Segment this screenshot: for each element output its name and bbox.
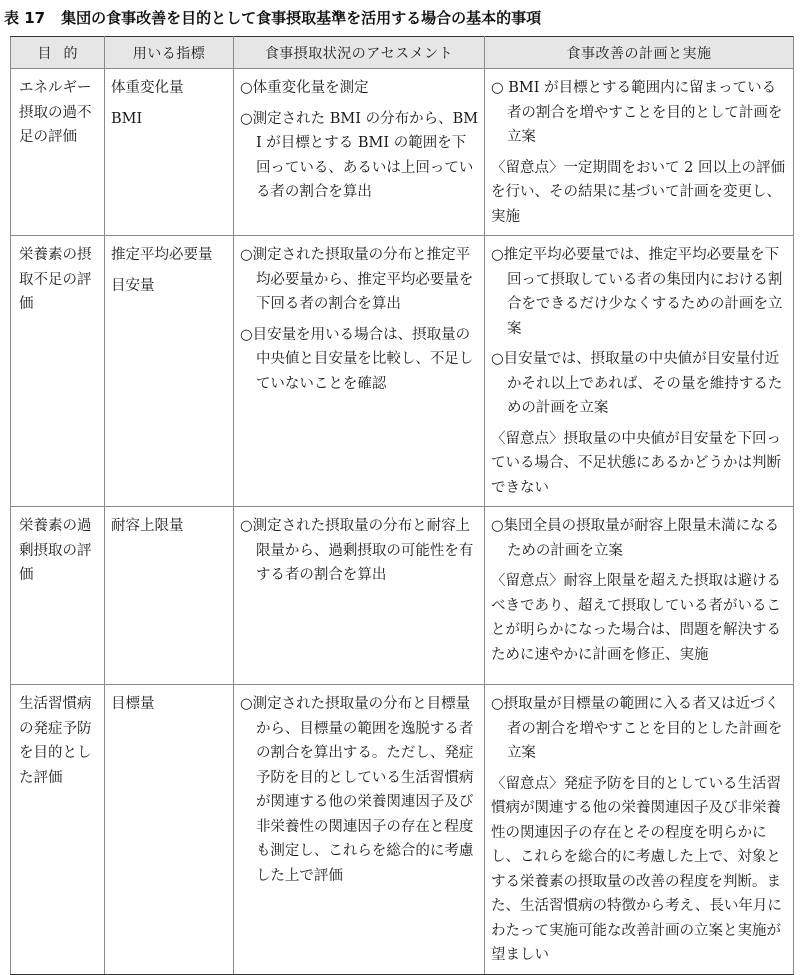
assessment-item: ○測定された BMI の分布から、BMI が目標とする BMI の範囲を下回っている、あるいは上回っている者の割合を算出: [240, 110, 479, 200]
indicator: 耐容上限量: [111, 518, 184, 534]
assessment-item: ○測定された摂取量の分布と推定平均必要量から、推定平均必要量を下回る者の割合を算出: [240, 247, 474, 312]
indicator: 体重変化量: [111, 80, 184, 96]
table-title: [4, 6, 794, 30]
plan-cell: [485, 507, 794, 685]
indicator-cell: [105, 685, 234, 975]
assessment-cell: [234, 507, 485, 685]
assessment-cell: [234, 236, 485, 507]
purpose-cell: 生活習慣病の発症予防を目的とした評価: [11, 685, 105, 975]
table-header-row: [11, 37, 794, 69]
plan-item: ○目安量では、摂取量の中央値が目安量付近かそれ以上であれば、その量を維持するための計画を立案: [491, 351, 783, 416]
plan-cell: [485, 69, 794, 236]
plan-note: 〈留意点〉摂取量の中央値が目安量を下回っている場合、不足状態にあるかどうかは判断できない: [491, 430, 781, 496]
table-row-energy: [11, 69, 794, 236]
header-plan: 食事改善の計画と実施: [485, 37, 794, 69]
assessment-item: ○目安量を用いる場合は、摂取量の中央値と目安量を比較し、不足していないことを確認: [240, 326, 474, 392]
header-purpose: 目的: [11, 37, 105, 69]
guidelines-table: [10, 36, 794, 975]
assessment-cell: [234, 685, 485, 975]
plan-cell: [485, 685, 794, 975]
plan-item: ○ BMI が目標とする範囲内に留まっている者の割合を増やすことを目的として計画を立案: [491, 80, 783, 145]
table-row-excess: [11, 507, 794, 685]
purpose-cell: 栄養素の過剰摂取の評価: [11, 507, 105, 685]
header-indicator: 用いる指標: [105, 37, 234, 69]
plan-note: 〈留意点〉発症予防を目的としている生活習慣病が関連する他の栄養関連因子及び非栄養性の関連因子の存在とその程度を明らかにし、これらを総合的に考慮した上で、対象とする栄養素の摂取量の改善の程度を判断。また、生活習慣病の特徴から考え、長い年月にわたって実施可能な改善計画の立案と実施が望ましい: [491, 775, 782, 963]
assessment-item: ○測定された摂取量の分布と耐容上限量から、過剰摂取の可能性を有する者の割合を算出: [240, 518, 474, 583]
header-assessment: 食事摂取状況のアセスメント: [234, 37, 485, 69]
assessment-cell: [234, 69, 485, 236]
assessment-item: ○測定された摂取量の分布と目標量から、目標量の範囲を逸脱する者の割合を算出する。ただし、発症予防を目的としている生活習慣病が関連する他の栄養関連因子及び非栄養性の関連因子の存在と程度も測定し、これらを総合的に考慮した上で評価: [240, 696, 474, 884]
indicator: 目標量: [111, 696, 155, 712]
table-number: 表 17: [4, 9, 46, 27]
indicator-cell: [105, 69, 234, 236]
indicator-cell: [105, 507, 234, 685]
table-row-deficiency: [11, 236, 794, 507]
table-row-lifestyle: [11, 685, 794, 975]
indicator: BMI: [111, 110, 143, 127]
plan-cell: [485, 236, 794, 507]
purpose-cell: エネルギー摂取の過不足の評価: [11, 69, 105, 236]
indicator-cell: [105, 236, 234, 507]
plan-item: ○集団全員の摂取量が耐容上限量未満になるための計画を立案: [491, 518, 780, 559]
plan-note: 〈留意点〉耐容上限量を超えた摂取は避けるべきであり、超えて摂取している者がいることが明らかになった場合は、問題を解決するために速やかに計画を修正、実施: [491, 573, 781, 663]
assessment-item: ○体重変化量を測定: [240, 80, 369, 96]
plan-item: ○推定平均必要量では、推定平均必要量を下回って摂取している者の集団内における割合をできるだけ少なくするための計画を立案: [491, 247, 783, 337]
table-title-text: 集団の食事改善を目的として食事摂取基準を活用する場合の基本的事項: [61, 9, 542, 27]
purpose-cell: 栄養素の摂取不足の評価: [11, 236, 105, 507]
plan-note: 〈留意点〉一定期間をおいて 2 回以上の評価を行い、その結果に基づいて計画を変更し、実施: [491, 159, 785, 225]
indicator: 推定平均必要量: [111, 247, 213, 263]
indicator: 目安量: [111, 277, 155, 294]
plan-item: ○摂取量が目標量の範囲に入る者又は近づく者の割合を増やすことを目的とした計画を立案: [491, 696, 783, 761]
